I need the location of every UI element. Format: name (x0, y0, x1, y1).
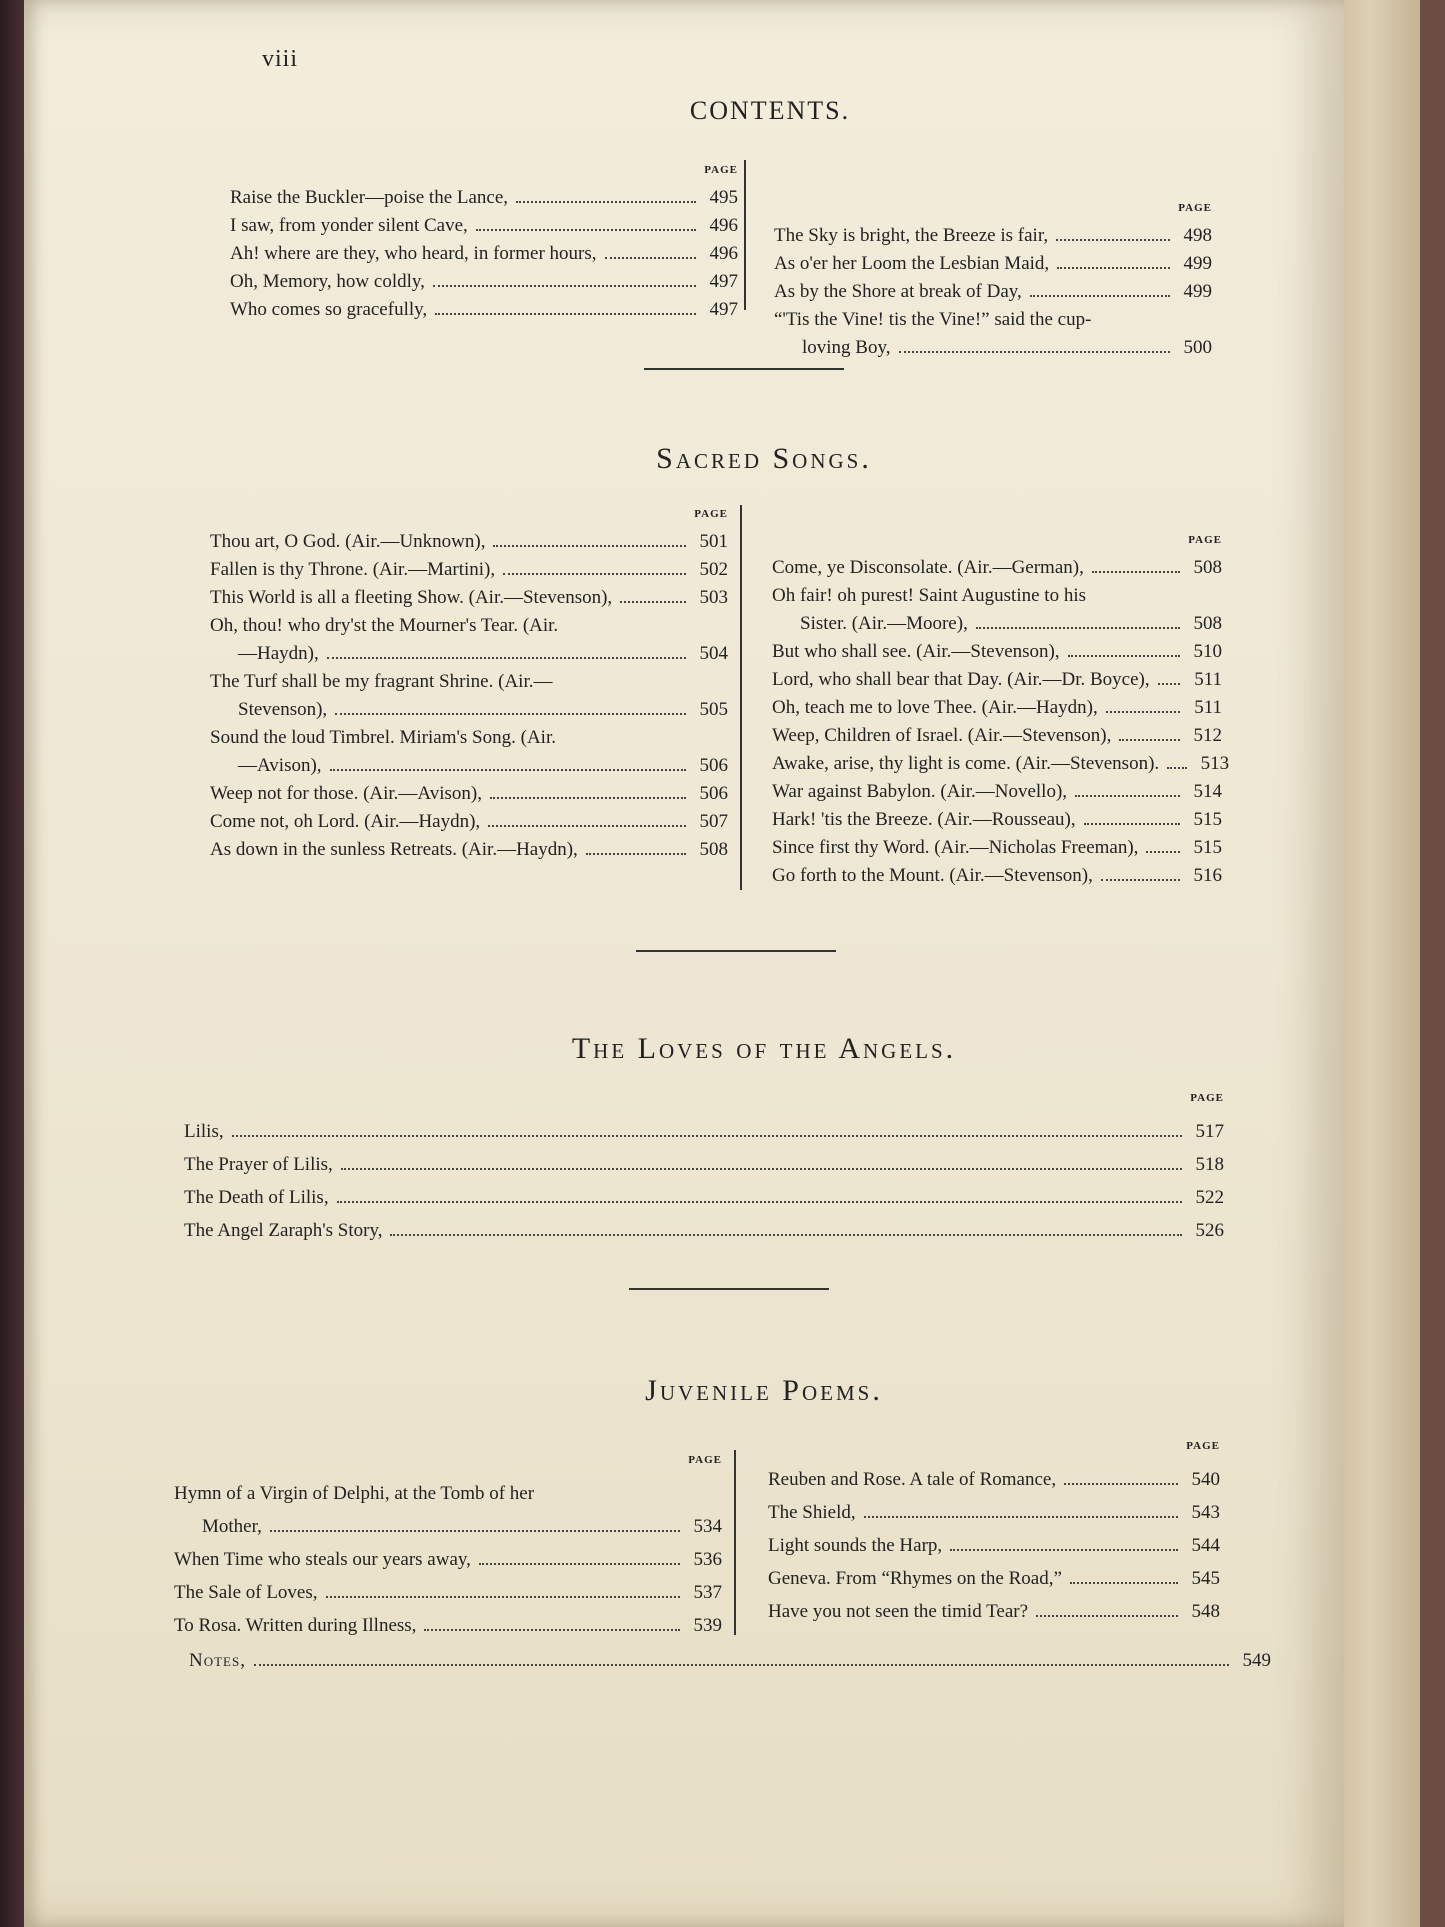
toc-entry-continuation (772, 610, 1222, 638)
toc-entry-title: I saw, from yonder silent Cave, (230, 215, 468, 236)
leader-dots (1106, 711, 1180, 713)
angels-list (184, 1115, 1224, 1247)
toc-entry-title: “'Tis the Vine! tis the Vine!” said the cup- (774, 309, 1092, 330)
section-divider (629, 1288, 829, 1290)
leader-dots (1064, 1483, 1178, 1485)
leader-dots (1146, 851, 1180, 853)
toc-page-number: 544 (1191, 1535, 1220, 1556)
leader-dots (586, 853, 686, 855)
toc-entry-title: Fallen is thy Throne. (Air.—Martini), (210, 559, 496, 580)
leader-dots (232, 1135, 1182, 1137)
section-divider (636, 950, 836, 952)
toc-page-number: 496 (709, 215, 738, 236)
toc-page-number: 504 (699, 643, 728, 664)
toc-page-number: 526 (1195, 1220, 1224, 1241)
toc-page-number: 539 (693, 1615, 722, 1636)
toc-entry-title: Sound the loud Timbrel. Miriam's Song. (Air. (210, 727, 556, 748)
first-left-column (230, 156, 738, 324)
toc-page-number: 513 (1200, 753, 1230, 774)
toc-entry (772, 554, 1222, 582)
toc-page-number: 507 (699, 811, 728, 832)
toc-entry-title: Who comes so gracefully, (230, 299, 428, 320)
sacred-right-column (772, 526, 1230, 890)
toc-entry (772, 778, 1222, 806)
toc-entry-title: Oh, thou! who dry'st the Mourner's Tear. (Air. (210, 615, 559, 636)
toc-entry (768, 1562, 1220, 1595)
juvenile-right-list (768, 1463, 1220, 1628)
leader-dots (254, 1664, 1229, 1666)
toc-entry-title: Come not, oh Lord. (Air.—Haydn), (210, 811, 481, 832)
toc-page-number: 511 (1194, 697, 1222, 718)
toc-page-number: 548 (1191, 1601, 1220, 1622)
leader-dots (1030, 295, 1170, 297)
first-left-list (230, 184, 738, 324)
toc-entry-title: Have you not seen the timid Tear? (768, 1601, 1029, 1622)
toc-entry (230, 268, 738, 296)
toc-entry-title: War against Babylon. (Air.—Novello), (772, 781, 1068, 802)
toc-entry-title: Lord, who shall bear that Day. (Air.—Dr. Boyce), (772, 669, 1150, 690)
notes-page-number: 549 (1242, 1650, 1271, 1671)
toc-entry-title-continued: Stevenson), (238, 699, 328, 720)
leader-dots (503, 573, 686, 575)
page-folio: viii (262, 46, 299, 72)
toc-page-number: 496 (709, 243, 738, 264)
toc-entry-title: This World is all a fleeting Show. (Air.—Stevenson), (210, 587, 613, 608)
toc-page-number: 508 (1193, 557, 1222, 578)
toc-entry-title: The Shield, (768, 1502, 856, 1523)
toc-page-number: 543 (1191, 1502, 1220, 1523)
leader-dots (424, 1629, 680, 1631)
toc-entry (210, 612, 728, 640)
contents-title: CONTENTS. (689, 96, 851, 125)
column-divider (734, 1450, 736, 1635)
leader-dots (326, 1596, 680, 1598)
toc-entry (210, 556, 728, 584)
toc-page-number: 516 (1193, 865, 1222, 886)
toc-entry-title: The Death of Lilis, (184, 1187, 329, 1208)
toc-page-number: 503 (699, 587, 728, 608)
toc-entry-title: The Turf shall be my fragrant Shrine. (Air.— (210, 671, 553, 692)
toc-entry-title-continued: —Haydn), (238, 643, 319, 664)
book-cover-edge (1420, 0, 1445, 1927)
toc-entry (174, 1543, 722, 1576)
toc-page-number: 500 (1183, 337, 1212, 358)
toc-entry (230, 240, 738, 268)
toc-page-number: 522 (1195, 1187, 1224, 1208)
leader-dots (1084, 823, 1180, 825)
toc-entry-title-continued: Sister. (Air.—Moore), (800, 613, 968, 634)
leader-dots (479, 1563, 680, 1565)
toc-entry (210, 836, 728, 864)
toc-entry-title: The Angel Zaraph's Story, (184, 1220, 383, 1241)
toc-entry-title: Hymn of a Virgin of Delphi, at the Tomb of her (174, 1483, 535, 1504)
toc-page-number: 534 (693, 1516, 722, 1537)
leader-dots (1119, 739, 1180, 741)
leader-dots (950, 1549, 1178, 1551)
toc-entry-continuation (210, 752, 728, 780)
leader-dots (335, 713, 686, 715)
leader-dots (1158, 683, 1180, 685)
page-column-label: PAGE (1186, 1440, 1220, 1452)
toc-entry (210, 528, 728, 556)
toc-entry (774, 250, 1212, 278)
toc-entry-title: Ah! where are they, who heard, in former hours, (230, 243, 597, 264)
leader-dots (1056, 239, 1170, 241)
toc-entry (772, 806, 1222, 834)
toc-entry-title: Since first thy Word. (Air.—Nicholas Freeman), (772, 837, 1139, 858)
leader-dots (1075, 795, 1180, 797)
leader-dots (493, 545, 686, 547)
first-right-column (774, 194, 1212, 362)
toc-entry (230, 296, 738, 324)
toc-page-number: 537 (693, 1582, 722, 1603)
toc-entry-title: Oh, Memory, how coldly, (230, 271, 425, 292)
leader-dots (1092, 571, 1180, 573)
toc-entry (210, 584, 728, 612)
leader-dots (1068, 655, 1180, 657)
toc-page-number: 499 (1183, 281, 1212, 302)
toc-entry (174, 1576, 722, 1609)
toc-entry-title: Raise the Buckler—poise the Lance, (230, 187, 509, 208)
leader-dots (490, 797, 686, 799)
leader-dots (433, 285, 696, 287)
toc-entry (210, 808, 728, 836)
toc-entry-title: When Time who steals our years away, (174, 1549, 471, 1570)
leader-dots (488, 825, 686, 827)
toc-entry (768, 1463, 1220, 1496)
toc-entry-title: The Prayer of Lilis, (184, 1154, 333, 1175)
toc-entry-continuation (210, 696, 728, 724)
toc-page-number: 499 (1183, 253, 1212, 274)
toc-entry-title: Geneva. From “Rhymes on the Road,” (768, 1568, 1062, 1589)
toc-entry-title: Reuben and Rose. A tale of Romance, (768, 1469, 1057, 1490)
toc-page-number: 501 (699, 531, 728, 552)
leader-dots (337, 1201, 1182, 1203)
juvenile-left-list (174, 1477, 722, 1642)
leader-dots (270, 1530, 680, 1532)
sacred-right-list (772, 554, 1230, 890)
leader-dots (476, 229, 696, 231)
toc-entry (210, 780, 728, 808)
contents-page (24, 0, 1344, 1927)
toc-page-number: 515 (1193, 809, 1222, 830)
toc-entry-title: Weep not for those. (Air.—Avison), (210, 783, 482, 804)
toc-page-number: 506 (699, 783, 728, 804)
page-column-label: PAGE (694, 508, 728, 520)
leader-dots (516, 201, 696, 203)
toc-entry-title: Oh fair! oh purest! Saint Augustine to his (772, 585, 1086, 606)
toc-entry (210, 724, 728, 752)
loves-of-the-angels-heading: The Loves of the Angels. (571, 1032, 957, 1065)
toc-page-number: 508 (699, 839, 728, 860)
toc-entry (772, 666, 1222, 694)
toc-page-number: 510 (1193, 641, 1222, 662)
toc-entry-title: Go forth to the Mount. (Air.—Stevenson), (772, 865, 1093, 886)
section-divider (644, 368, 844, 370)
juvenile-left-column (174, 1444, 722, 1642)
page-column-label: PAGE (1188, 534, 1222, 546)
leader-dots (330, 769, 686, 771)
page-column-label: PAGE (688, 1454, 722, 1466)
page-column-label: PAGE (1178, 202, 1212, 214)
toc-entry (184, 1148, 1224, 1181)
toc-entry-title-continued: Mother, (202, 1516, 262, 1537)
sacred-left-list (210, 528, 728, 864)
toc-entry (772, 750, 1230, 778)
toc-entry-title: To Rosa. Written during Illness, (174, 1615, 417, 1636)
toc-entry-title: As down in the sunless Retreats. (Air.—Haydn), (210, 839, 578, 860)
leader-dots (1167, 767, 1187, 769)
toc-entry (174, 1477, 722, 1510)
angels-column (184, 1082, 1224, 1247)
toc-entry-title: Lilis, (184, 1121, 224, 1142)
toc-entry (768, 1496, 1220, 1529)
leader-dots (1036, 1615, 1178, 1617)
juvenile-poems-heading: Juvenile Poems. (645, 1374, 883, 1407)
toc-entry-title: Oh, teach me to love Thee. (Air.—Haydn), (772, 697, 1098, 718)
toc-entry (210, 668, 728, 696)
toc-entry (772, 722, 1222, 750)
toc-entry (774, 306, 1212, 334)
toc-entry-title: The Sky is bright, the Breeze is fair, (774, 225, 1049, 246)
leader-dots (327, 657, 686, 659)
toc-entry (230, 184, 738, 212)
toc-page-number: 495 (709, 187, 738, 208)
toc-entry-continuation (774, 334, 1212, 362)
toc-page-number: 498 (1183, 225, 1212, 246)
toc-entry-title-continued: —Avison), (238, 755, 322, 776)
sacred-left-column (210, 500, 728, 864)
toc-page-number: 497 (709, 299, 738, 320)
toc-entry (768, 1595, 1220, 1628)
toc-entry (772, 694, 1222, 722)
toc-entry (184, 1115, 1224, 1148)
leader-dots (435, 313, 696, 315)
toc-page-number: 502 (699, 559, 728, 580)
toc-entry-title-continued: loving Boy, (802, 337, 891, 358)
toc-entry-title: But who shall see. (Air.—Stevenson), (772, 641, 1060, 662)
toc-entry (772, 582, 1222, 610)
leader-dots (341, 1168, 1182, 1170)
toc-entry (768, 1529, 1220, 1562)
page-column-label: PAGE (1190, 1092, 1224, 1104)
leader-dots (1101, 879, 1180, 881)
toc-page-number: 511 (1194, 669, 1222, 690)
notes-entry (189, 1650, 1271, 1673)
toc-entry-title: The Sale of Loves, (174, 1582, 318, 1603)
toc-page-number: 536 (693, 1549, 722, 1570)
toc-entry (774, 222, 1212, 250)
leader-dots (899, 351, 1171, 353)
toc-page-number: 505 (699, 699, 728, 720)
toc-page-number: 545 (1191, 1568, 1220, 1589)
toc-entry (174, 1609, 722, 1642)
first-right-list (774, 222, 1212, 362)
toc-entry-title: Come, ye Disconsolate. (Air.—German), (772, 557, 1084, 578)
notes-title: Notes, (189, 1650, 246, 1671)
toc-entry (772, 862, 1222, 890)
toc-entry-title: Hark! 'tis the Breeze. (Air.—Rousseau), (772, 809, 1076, 830)
page-column-label: PAGE (704, 164, 738, 176)
leader-dots (864, 1516, 1178, 1518)
leader-dots (976, 627, 1180, 629)
leader-dots (620, 601, 686, 603)
toc-entry-title: As o'er her Loom the Lesbian Maid, (774, 253, 1050, 274)
leader-dots (605, 257, 697, 259)
toc-entry (230, 212, 738, 240)
toc-entry-title: Weep, Children of Israel. (Air.—Stevenson), (772, 725, 1112, 746)
toc-entry-title: Light sounds the Harp, (768, 1535, 943, 1556)
toc-entry-title: Awake, arise, thy light is come. (Air.—Stevenson). (772, 753, 1160, 774)
leader-dots (390, 1234, 1182, 1236)
toc-entry (772, 834, 1222, 862)
toc-entry (184, 1181, 1224, 1214)
toc-page-number: 540 (1191, 1469, 1220, 1490)
toc-entry-continuation (210, 640, 728, 668)
toc-page-number: 518 (1195, 1154, 1224, 1175)
leader-dots (1057, 267, 1170, 269)
toc-page-number: 497 (709, 271, 738, 292)
toc-page-number: 512 (1193, 725, 1222, 746)
toc-entry-title: Thou art, O God. (Air.—Unknown), (210, 531, 486, 552)
toc-page-number: 514 (1193, 781, 1222, 802)
toc-page-number: 517 (1195, 1121, 1224, 1142)
sacred-songs-heading: Sacred Songs. (656, 442, 872, 475)
toc-entry-continuation (174, 1510, 722, 1543)
leader-dots (1070, 1582, 1178, 1584)
toc-entry (774, 278, 1212, 306)
juvenile-right-column (768, 1430, 1220, 1628)
toc-entry (772, 638, 1222, 666)
toc-entry (184, 1214, 1224, 1247)
toc-entry-title: As by the Shore at break of Day, (774, 281, 1022, 302)
toc-page-number: 506 (699, 755, 728, 776)
column-divider (740, 505, 742, 890)
toc-page-number: 515 (1193, 837, 1222, 858)
toc-page-number: 508 (1193, 613, 1222, 634)
column-divider (744, 160, 746, 310)
